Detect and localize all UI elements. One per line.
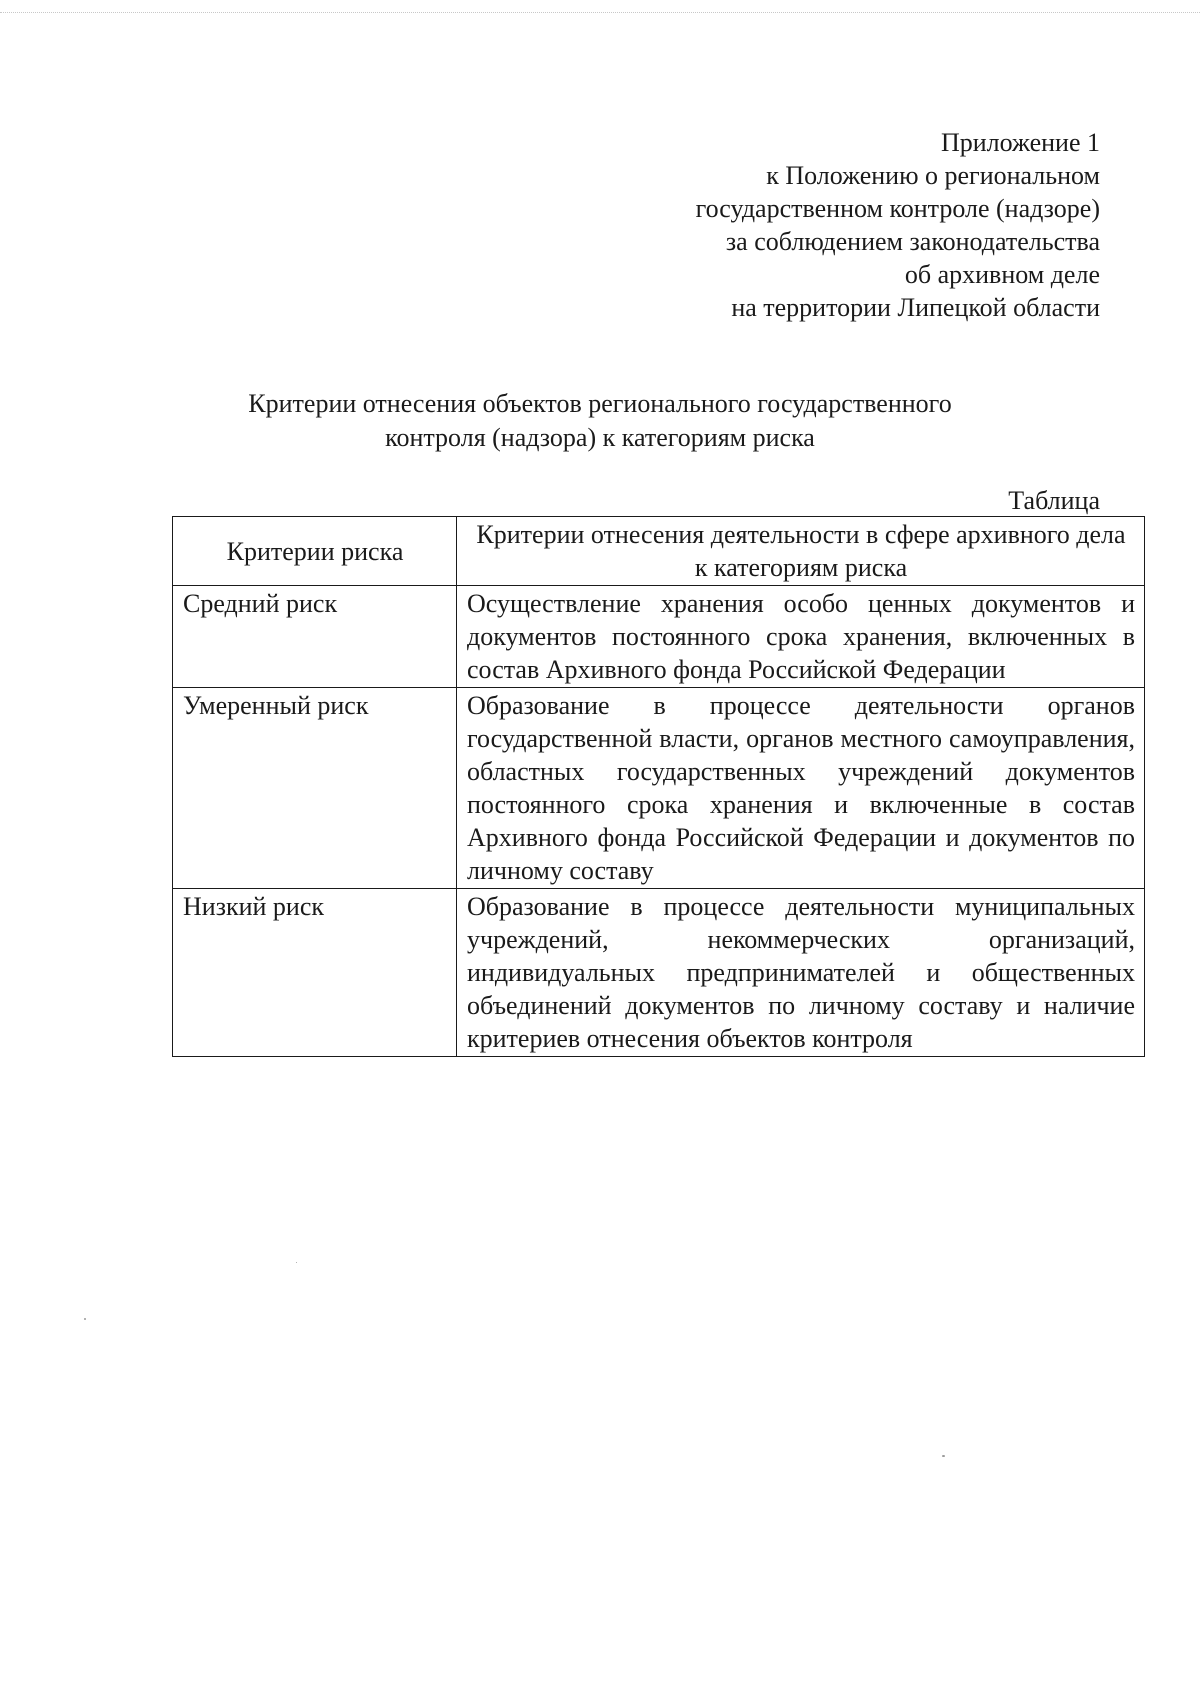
table-caption: Таблица bbox=[1008, 486, 1100, 515]
scan-speck bbox=[84, 1318, 86, 1320]
appendix-line: об архивном деле bbox=[904, 260, 1100, 289]
title-line: Критерии отнесения объектов регионального государственного bbox=[248, 389, 952, 418]
criteria-cell: Осуществление хранения особо ценных документов и документов постоянного срока хранения, включенных в состав Архивного фонда Российской Федерации bbox=[457, 586, 1145, 688]
header-activity-criteria: Критерии отнесения деятельности в сфере архивного дела к категориям риска bbox=[457, 517, 1145, 586]
risk-level-cell: Низкий риск bbox=[173, 889, 457, 1057]
appendix-line: на территории Липецкой области bbox=[731, 293, 1100, 322]
risk-level-cell: Средний риск bbox=[173, 586, 457, 688]
table-header-row bbox=[173, 517, 1145, 586]
header-risk-criteria: Критерии риска bbox=[173, 517, 457, 586]
risk-criteria-table bbox=[172, 516, 1145, 1057]
appendix-line: Приложение 1 bbox=[940, 128, 1100, 157]
table-row bbox=[173, 889, 1145, 1057]
table-row bbox=[173, 688, 1145, 889]
table-row bbox=[173, 586, 1145, 688]
appendix-line: государственном контроле (надзоре) bbox=[695, 194, 1100, 223]
appendix-line: к Положению о региональном bbox=[766, 161, 1100, 190]
risk-level-cell: Умеренный риск bbox=[173, 688, 457, 889]
appendix-header bbox=[540, 126, 1100, 324]
scan-speck bbox=[296, 1262, 297, 1263]
appendix-line: за соблюдением законодательства bbox=[725, 227, 1100, 256]
scan-speck bbox=[942, 1455, 945, 1457]
document-title bbox=[160, 387, 1040, 455]
criteria-cell: Образование в процессе деятельности органов государственной власти, органов местного самоуправления, областных государственных учреждений документов постоянного срока хранения и включенные в состав Архивного фонда Российской Федерации и документов по личному составу bbox=[457, 688, 1145, 889]
criteria-cell: Образование в процессе деятельности муниципальных учреждений, некоммерческих организаций, индивидуальных предпринимателей и общественных объединений документов по личному составу и наличие критериев отнесения объектов контроля bbox=[457, 889, 1145, 1057]
title-line: контроля (надзора) к категориям риска bbox=[385, 423, 815, 452]
scan-top-edge bbox=[0, 12, 1200, 13]
